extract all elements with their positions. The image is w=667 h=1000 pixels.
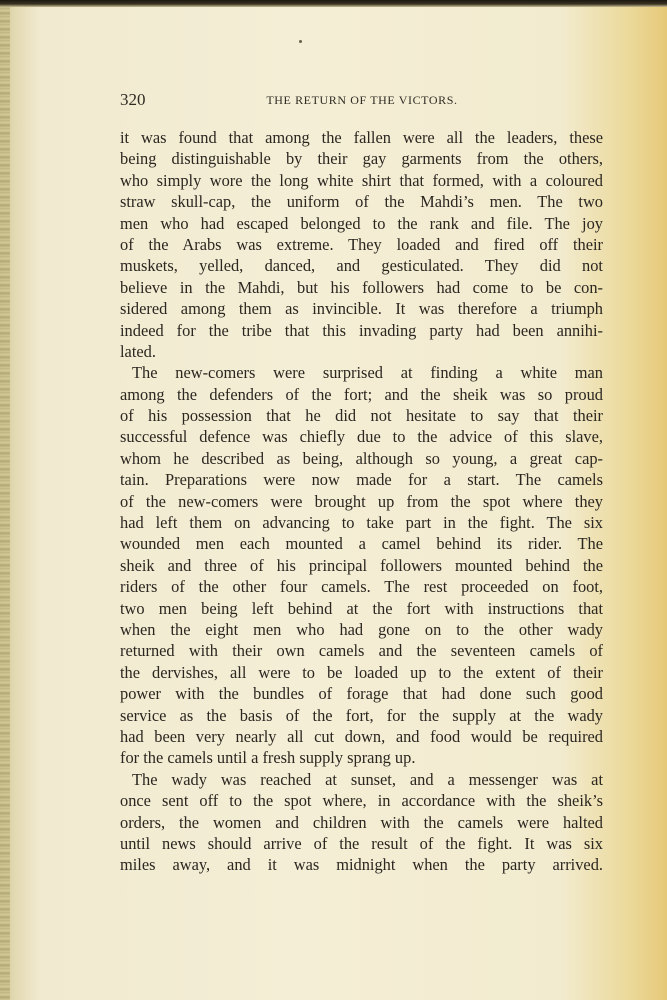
text-line: The new-comers were surprised at finding a white man (132, 363, 603, 383)
body-text (120, 127, 603, 876)
text-line: it was found that among the fallen were all the leaders, these (120, 128, 603, 147)
text-line: whom he described as being, although so young, a great cap- (120, 448, 603, 468)
page-speck (299, 40, 302, 43)
text-line: riders of the other four camels. The rest proceeded on foot, (120, 577, 603, 597)
text-line: two men being left behind at the fort with instructions that (120, 598, 603, 618)
text-line: sidered among them as invincible. It was therefore a triumph (120, 299, 603, 319)
text-line: of his possession that he did not hesitate to say that their (120, 406, 603, 426)
text-line: successful defence was chiefly due to the advice of this slave, (120, 427, 603, 447)
text-line: indeed for the tribe that this invading party had been annihi- (120, 320, 603, 340)
text-line: The wady was reached at sunset, and a messenger was at (132, 769, 603, 789)
text-line: had been very nearly all cut down, and food would be required (120, 726, 603, 746)
page-header (118, 86, 606, 112)
text-line: until news should arrive of the result of the fight. It was six (120, 833, 603, 853)
text-line: believe in the Mahdi, but his followers had come to be con- (120, 277, 603, 297)
text-line: when the eight men who had gone on to the other wady (120, 619, 603, 639)
text-line: of the Arabs was extreme. They loaded and fired off their (120, 234, 603, 254)
text-line: returned with their own camels and the seventeen camels of (120, 641, 603, 661)
text-line: had left them on advancing to take part in the fight. The six (120, 513, 603, 533)
text-line: service as the basis of the fort, for the supply at the wady (120, 705, 603, 725)
text-line: lated. (120, 341, 156, 361)
text-line: wounded men each mounted a camel behind its rider. The (120, 534, 603, 554)
text-line: straw skull-cap, the uniform of the Mahdi’s men. The two (120, 192, 603, 212)
text-line: tain. Preparations were now made for a start. The camels (120, 470, 603, 490)
text-line: being distinguishable by their gay garments from the others, (120, 149, 603, 169)
text-line: power with the bundles of forage that had done such good (120, 684, 603, 704)
running-head: THE RETURN OF THE VICTORS. (266, 93, 458, 107)
text-line: muskets, yelled, danced, and gesticulated. They did not (120, 256, 603, 276)
text-line: the dervishes, all were to be loaded up to the extent of their (120, 662, 603, 682)
text-line: men who had escaped belonged to the rank and file. The joy (120, 213, 603, 233)
text-line: orders, the women and children with the camels were halted (120, 812, 603, 832)
page-gutter (0, 0, 10, 1000)
text-line: who simply wore the long white shirt that formed, with a coloured (120, 170, 603, 190)
text-line: among the defenders of the fort; and the sheik was so proud (120, 384, 603, 404)
page-number: 320 (120, 90, 146, 109)
text-line: for the camels until a fresh supply sprang up. (120, 748, 416, 768)
text-line: miles away, and it was midnight when the party arrived. (120, 855, 603, 875)
text-line: once sent off to the spot where, in accordance with the sheik’s (120, 791, 603, 811)
page-top-edge (0, 0, 667, 7)
text-line: sheik and three of his principal followers mounted behind the (120, 555, 603, 575)
text-line: of the new-comers were brought up from the spot where they (120, 491, 603, 511)
